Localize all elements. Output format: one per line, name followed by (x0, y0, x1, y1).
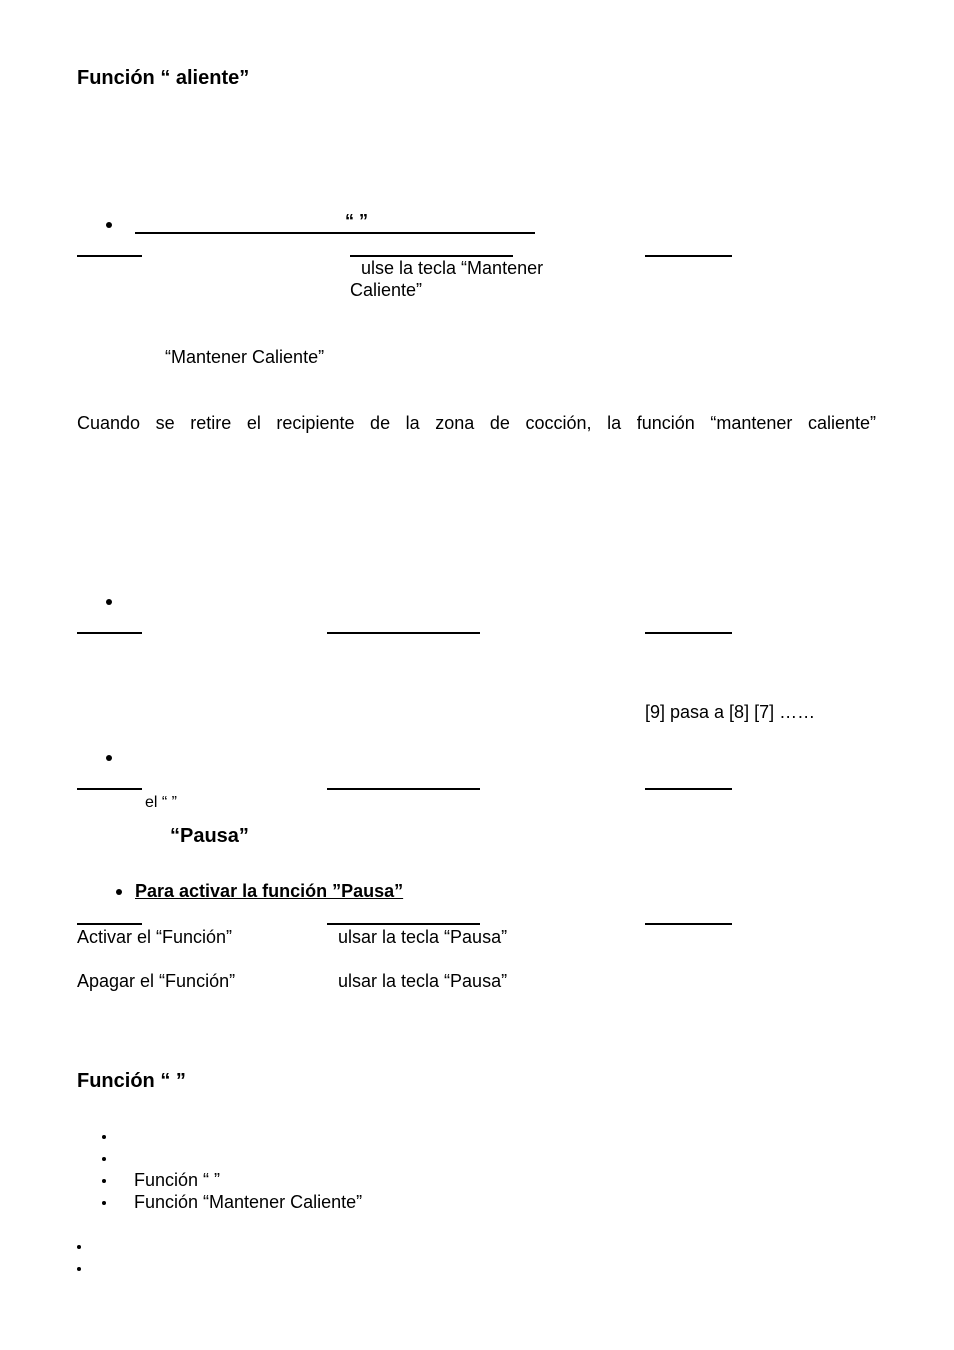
countdown-sequence: [9] pasa a [8] [7] …… (645, 702, 816, 722)
table-header-rule (327, 788, 480, 790)
table-header-rule (77, 632, 142, 634)
bullet-label-underline (135, 232, 535, 234)
bullet-icon (102, 1157, 106, 1161)
bullet-label: “ ” (345, 211, 369, 231)
bullet-icon (77, 1245, 81, 1249)
bullet-icon (102, 1135, 106, 1139)
keep-warm-key-label: “Mantener Caliente” (165, 347, 325, 367)
table-header-rule (645, 923, 732, 925)
keep-warm-step: ulse la tecla “Mantener (361, 258, 544, 278)
table-header-rule (327, 632, 480, 634)
table-header-rule (645, 788, 732, 790)
function-list-item: Función “Mantener Caliente” (134, 1192, 363, 1212)
bullet-icon (116, 889, 122, 895)
bullet-icon (102, 1179, 106, 1183)
table-header-rule (645, 255, 732, 257)
table-header-rule (327, 923, 480, 925)
pause-bullet-label: Para activar la función ”Pausa” (135, 881, 404, 901)
table-header-rule (77, 255, 142, 257)
section-heading-keep-warm: Función “ aliente” (77, 67, 250, 89)
pause-row-action: Apagar el “Función” (77, 971, 236, 991)
pause-row-step: ulsar la tecla “Pausa” (338, 971, 508, 991)
removed-pot-note: Cuando se retire el recipiente de la zona de cocción, la función “mantener caliente” (77, 413, 876, 433)
pause-row-step: ulsar la tecla “Pausa” (338, 927, 508, 947)
table-header-rule (645, 632, 732, 634)
bullet-icon (106, 599, 112, 605)
table-header-rule (77, 788, 142, 790)
function-list-item: Función “ ” (134, 1170, 221, 1190)
table-header-rule (77, 923, 142, 925)
bullet-icon (102, 1201, 106, 1205)
bullet-icon (106, 755, 112, 761)
section-heading-function: Función “ ” (77, 1070, 186, 1092)
bullet-icon (77, 1267, 81, 1271)
bullet-icon (106, 222, 112, 228)
pause-row-action: Activar el “Función” (77, 927, 233, 947)
el-function-label: el “ ” (145, 794, 177, 811)
pause-heading: “Pausa” (170, 825, 249, 847)
table-header-rule (350, 255, 513, 257)
keep-warm-step-cont: Caliente” (350, 280, 423, 300)
